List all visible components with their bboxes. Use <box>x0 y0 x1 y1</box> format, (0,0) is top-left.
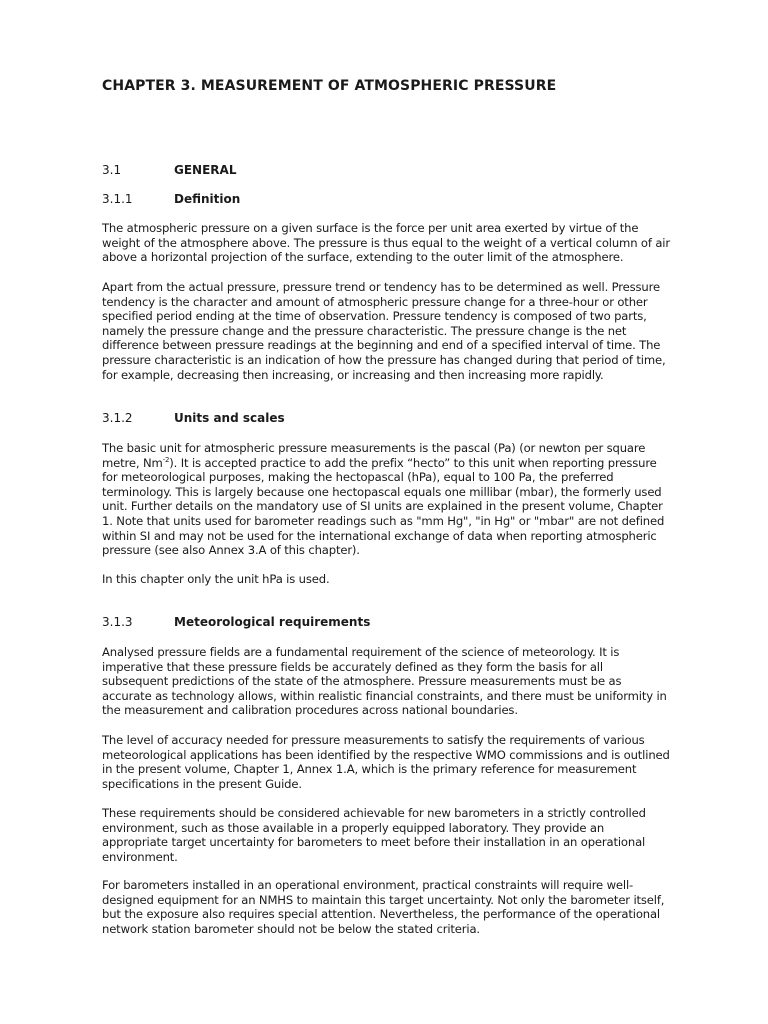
section-number: 3.1.3 <box>102 615 133 629</box>
section-title: Definition <box>174 192 241 206</box>
section-number: 3.1.1 <box>102 192 133 206</box>
section-heading-3-1-2 <box>102 410 285 426</box>
units-text-start: The basic unit for atmospheric pressure measurements is the pascal (Pa) (or newton per square metre, Nm <box>102 441 646 470</box>
section-title: Meteorological requirements <box>174 615 371 629</box>
section-heading-3-1 <box>102 162 236 178</box>
chapter-title: CHAPTER 3. MEASUREMENT OF ATMOSPHERIC PRESSURE <box>102 78 557 94</box>
section-heading-3-1-1 <box>102 191 240 207</box>
section-title: Units and scales <box>174 411 285 425</box>
paragraph-definition: The atmospheric pressure on a given surface is the force per unit area exerted by virtue of the weight of the atmosphere above. The pressure is thus equal to the weight of a vertical column of air above a horizontal projection of the surface, extending to the outer limit of the atmosphere. <box>102 221 670 265</box>
exponent: -2 <box>162 455 170 464</box>
paragraph-requirements: These requirements should be considered achievable for new barometers in a strictly controlled environment, such as those available in a properly equipped laboratory. They provide an appropriate target uncertainty for barometers to meet before their installation in an operational environment. <box>102 806 646 864</box>
paragraph-operational: For barometers installed in an operational environment, practical constraints will require well-designed equipment for an NMHS to maintain this target uncertainty. Not only the barometer itself, but the exposure also requires special attention. Nevertheless, the performance of the operational network station barometer should not be below the stated criteria. <box>102 878 665 936</box>
section-heading-3-1-3 <box>102 614 370 630</box>
paragraph-pressure-fields: Analysed pressure fields are a fundamental requirement of the science of meteorology. It is imperative that these pressure fields be accurately defined as they form the basis for all subsequent predictions of the state of the atmosphere. Pressure measurements must be as accurate as technology allows, within realistic financial constraints, and there must be uniformity in the measurement and calibration procedures across national boundaries. <box>102 645 667 718</box>
paragraph-hpa-only: In this chapter only the unit hPa is used. <box>102 572 330 586</box>
paragraph-pressure-tendency: Apart from the actual pressure, pressure trend or tendency has to be determined as well. Pressure tendency is the character and amount of atmospheric pressure change for a three-hour or other specified period ending at the time of observation. Pressure tendency is composed of two parts, namely the pressure change and the pressure characteristic. The pressure change is the net difference between pressure readings at the beginning and end of a specified interval of time. The pressure characteristic is an indication of how the pressure has changed during that period of time, for example, decreasing then increasing, or increasing and then increasing more rapidly. <box>102 280 666 382</box>
paragraph-accuracy: The level of accuracy needed for pressure measurements to satisfy the requirements of various meteorological applications has been identified by the respective WMO commissions and is outlined in the present volume, Chapter 1, Annex 1.A, which is the primary reference for measurement specifications in the present Guide. <box>102 733 670 791</box>
section-title: GENERAL <box>174 163 237 177</box>
paragraph-units <box>102 441 672 558</box>
section-number: 3.1.2 <box>102 411 133 425</box>
units-text-end: ). It is accepted practice to add the prefix “hecto” to this unit when reporting pressure for meteorological purposes, making the hectopascal (hPa), equal to 100 Pa, the preferred terminology. This is largely because one hectopascal equals one millibar (mbar), the formerly used unit. Further details on the mandatory use of SI units are explained in the present volume, Chapter 1. Note that units used for barometer readings such as "mm Hg", "in Hg" or "mbar" are not defined within SI and may not be used for the international exchange of data when reporting atmospheric pressure (see also Annex 3.A of this chapter). <box>102 455 665 558</box>
section-number: 3.1 <box>102 163 122 177</box>
